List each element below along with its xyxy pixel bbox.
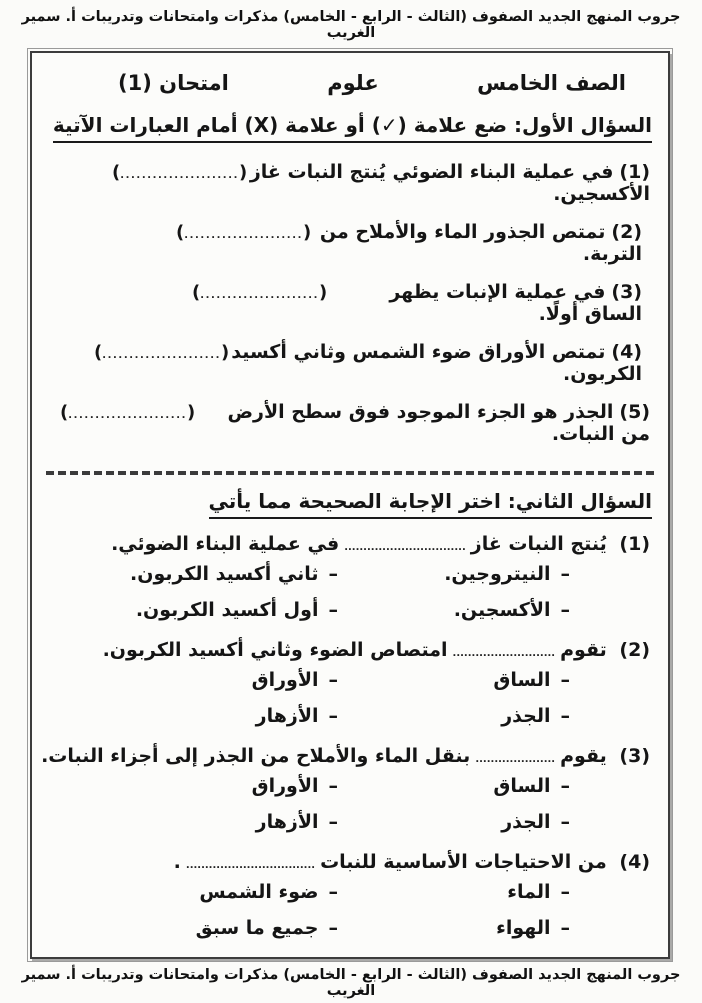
option-label: الأكسجين. xyxy=(453,599,551,621)
option-dash: – xyxy=(328,599,338,621)
question-text-after: في عملية البناء الضوئي. xyxy=(111,533,340,555)
options-grid xyxy=(46,665,654,731)
statement-body: تمتص الأوراق ضوء الشمس وثاني أكسيد الكربون. xyxy=(231,341,642,385)
option xyxy=(196,879,338,905)
mcq-question xyxy=(41,737,654,771)
open-paren: ( xyxy=(94,342,103,363)
statement-text xyxy=(195,401,650,445)
blank-dots: ...................... xyxy=(200,290,320,301)
statement-body: في عملية البناء الضوئي يُنتج النبات غاز الأكسجين. xyxy=(249,161,650,205)
footer-banner: جروب المنهج الجديد الصفوف (الثالث - الرابع - الخامس) مذكرات وامتحانات وتدريبات أ. سمير الغريب xyxy=(21,967,681,999)
answer-blank xyxy=(176,222,311,243)
close-paren: ) xyxy=(239,162,248,183)
options-grid xyxy=(46,877,654,943)
answer-blank: ........................... xyxy=(452,648,556,659)
option xyxy=(338,809,570,835)
statement-body: تمتص الجذور الماء والأملاح من التربة. xyxy=(319,221,642,265)
question-number: (2) xyxy=(619,639,650,661)
mcq-item xyxy=(46,525,654,625)
option xyxy=(338,667,570,693)
close-paren: ) xyxy=(319,282,328,303)
option xyxy=(338,773,570,799)
question-text-after: امتصاص الضوء وثاني أكسيد الكربون. xyxy=(102,639,448,661)
statement-text xyxy=(327,281,650,325)
option-dash: – xyxy=(560,705,570,727)
option-dash: – xyxy=(560,775,570,797)
answer-blank xyxy=(112,162,247,183)
mcq-question xyxy=(46,631,654,665)
option xyxy=(196,915,338,941)
statement-body: في عملية الإنبات يظهر الساق أولًا. xyxy=(389,281,642,325)
option-dash: – xyxy=(328,775,338,797)
option-label: جميع ما سبق xyxy=(195,917,319,939)
option xyxy=(252,703,338,729)
close-paren: ) xyxy=(187,402,196,423)
statement-number: (5) xyxy=(619,401,650,423)
question-text-before: يُنتج النبات غاز xyxy=(470,533,607,555)
statement-text xyxy=(247,161,650,205)
mcq-question xyxy=(46,525,654,559)
option-dash: – xyxy=(560,669,570,691)
open-paren: ( xyxy=(60,402,69,423)
close-paren: ) xyxy=(221,342,230,363)
option-label: الأزهار xyxy=(255,811,319,833)
option xyxy=(130,561,338,587)
grade-title: الصف الخامس xyxy=(477,71,626,95)
option xyxy=(338,703,570,729)
open-paren: ( xyxy=(112,162,121,183)
section1-statements xyxy=(46,153,654,453)
question-number: (3) xyxy=(619,745,650,767)
question-number: (4) xyxy=(619,851,650,873)
option xyxy=(130,597,338,623)
blank-dots: ...................... xyxy=(120,170,240,181)
answer-blank: ..................... xyxy=(475,754,556,765)
option xyxy=(338,915,570,941)
question-number: (1) xyxy=(619,533,650,555)
question-text-after: بنقل الماء والأملاح من الجذر إلى أجزاء النبات. xyxy=(41,745,471,767)
question-text-after: . xyxy=(173,851,181,873)
statement-row xyxy=(46,393,654,453)
exam-box xyxy=(30,51,670,959)
option-label: الهواء xyxy=(496,917,551,939)
statement-row xyxy=(46,333,654,393)
option-label: الماء xyxy=(507,881,551,903)
statement-row xyxy=(46,213,654,273)
option-label: النيتروجين. xyxy=(444,563,551,585)
statement-number: (2) xyxy=(611,221,642,243)
option-label: الأوراق xyxy=(251,669,319,691)
option xyxy=(338,561,570,587)
exam-number: امتحان (1) xyxy=(118,71,229,95)
answer-blank xyxy=(192,282,327,303)
option-label: ضوء الشمس xyxy=(199,881,319,903)
option-dash: – xyxy=(328,669,338,691)
statement-text xyxy=(229,341,650,385)
option-label: الأوراق xyxy=(251,775,319,797)
option-label: الأزهار xyxy=(255,705,319,727)
option xyxy=(252,773,338,799)
mcq-item xyxy=(46,631,654,731)
section1-heading: السؤال الأول: ضع علامة (✓) أو علامة (X) أمام العبارات الآتية xyxy=(48,113,652,143)
statement-number: (3) xyxy=(611,281,642,303)
option-dash: – xyxy=(328,811,338,833)
mcq-item xyxy=(41,737,654,837)
option-dash: – xyxy=(328,563,338,585)
dashed-divider xyxy=(46,471,654,475)
question-text-before: تقوم xyxy=(560,639,607,661)
option-dash: – xyxy=(560,599,570,621)
statement-number: (4) xyxy=(611,341,642,363)
answer-blank: ................................ xyxy=(344,542,466,553)
blank-dots: ...................... xyxy=(68,410,188,421)
blank-dots: ...................... xyxy=(102,350,222,361)
question-text-before: من الاحتياجات الأساسية للنبات xyxy=(320,851,607,873)
option-label: أول أكسيد الكربون. xyxy=(135,599,319,621)
statement-text xyxy=(311,221,650,265)
question-text-before: يقوم xyxy=(560,745,607,767)
open-paren: ( xyxy=(176,222,185,243)
option xyxy=(252,809,338,835)
open-paren: ( xyxy=(192,282,201,303)
option-dash: – xyxy=(560,881,570,903)
option-dash: – xyxy=(328,917,338,939)
mcq-item xyxy=(46,843,654,943)
option xyxy=(338,879,570,905)
option-dash: – xyxy=(328,705,338,727)
section2-heading: السؤال الثاني: اختر الإجابة الصحيحة مما يأتي xyxy=(48,489,652,519)
answer-blank: .................................. xyxy=(185,860,316,871)
option-label: الجذر xyxy=(501,705,551,727)
option-dash: – xyxy=(560,917,570,939)
option-dash: – xyxy=(560,811,570,833)
options-grid xyxy=(46,559,654,625)
option-label: الساق xyxy=(493,669,551,691)
statement-row xyxy=(46,153,654,213)
option xyxy=(338,597,570,623)
option-label: الساق xyxy=(493,775,551,797)
option-label: الجذر xyxy=(501,811,551,833)
mcq-question xyxy=(46,843,654,877)
answer-blank xyxy=(60,402,195,423)
options-grid xyxy=(46,771,654,837)
option xyxy=(252,667,338,693)
option-label: ثاني أكسيد الكربون. xyxy=(130,563,319,585)
statement-body: الجذر هو الجزء الموجود فوق سطح الأرض من النبات. xyxy=(227,401,650,445)
option-dash: – xyxy=(560,563,570,585)
option-dash: – xyxy=(328,881,338,903)
title-row xyxy=(46,65,654,99)
close-paren: ) xyxy=(303,222,312,243)
blank-dots: ...................... xyxy=(184,230,304,241)
subject-title: علوم xyxy=(327,71,379,95)
answer-blank xyxy=(94,342,229,363)
header-banner: جروب المنهج الجديد الصفوف (الثالث - الرابع - الخامس) مذكرات وامتحانات وتدريبات أ. سمير الغريب xyxy=(21,9,681,41)
statement-row xyxy=(46,273,654,333)
statement-number: (1) xyxy=(619,161,650,183)
